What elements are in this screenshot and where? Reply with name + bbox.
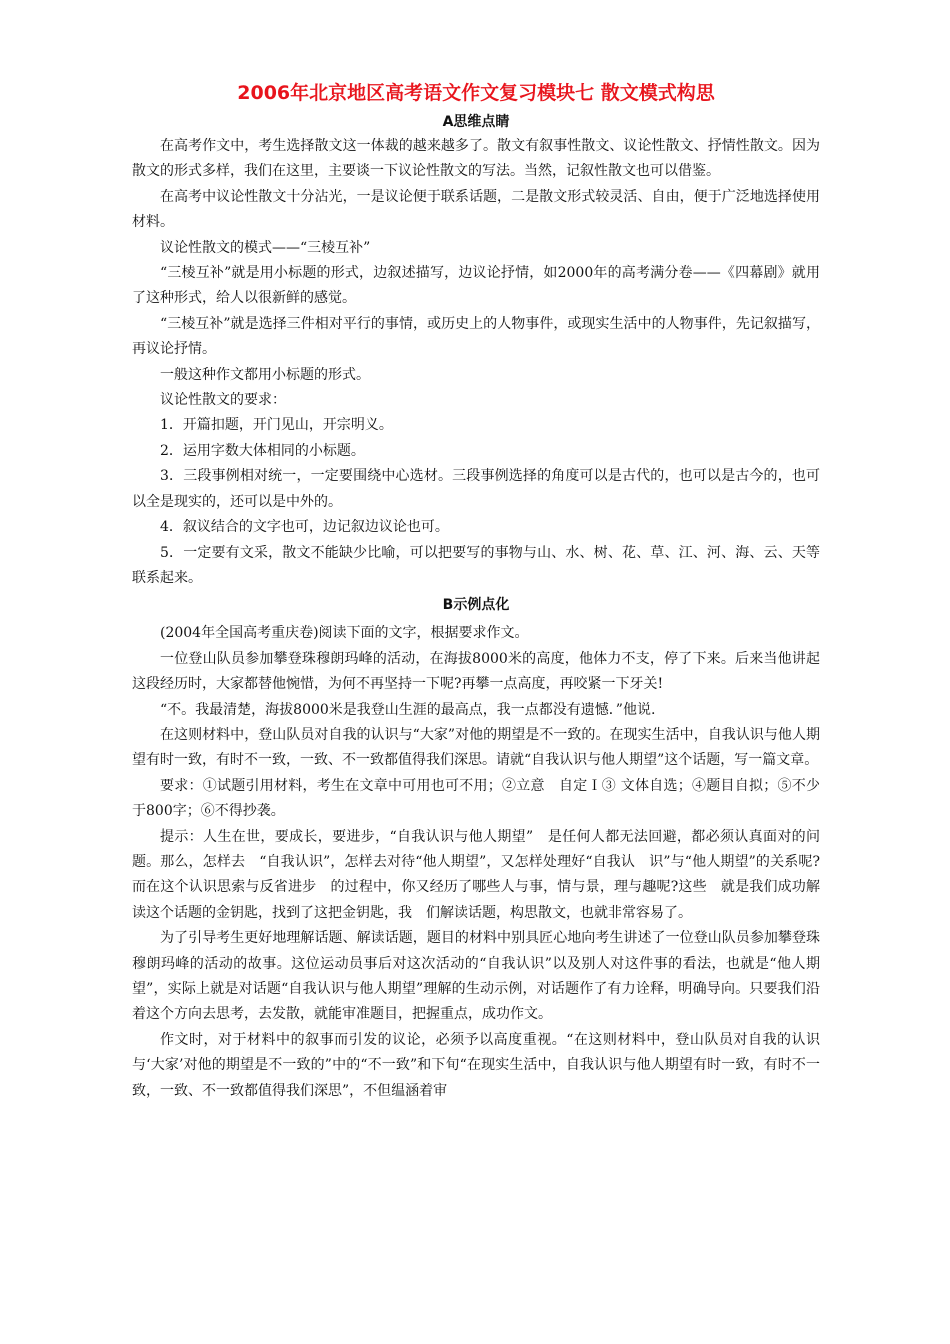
paragraph: 在高考作文中，考生选择散文这一体裁的越来越多了。散文有叙事性散文、议论性散文、抒情性散文。因为散文的形式多样，我们在这里，主要谈一下议论性散文的写法。当然，记叙性散文也可以借鉴。 [132,138,820,180]
section-a-heading: A思维点睛 [442,114,510,130]
paragraph: 一位登山队员参加攀登珠穆朗玛峰的活动，在海拔8000米的高度，他体力不支，停了下来。后来当他讲起这段经历时，大家都替他惋惜，为何不再坚持一下呢?再攀一点高度，再咬紧一下牙关! [132,650,820,693]
paragraph: 在高考中议论性散文十分沾光，一是议论便于联系话题，二是散文形式较灵活、自由，便于广泛地选择使用材料。 [132,188,820,231]
section-a-body [132,134,820,591]
paragraph: 要求：①试题引用材料，考生在文章中可用也可不用；②立意 自定Ｉ③ 文体自选；④题目自拟；⑤不少于800字；⑥不得抄袭。 [132,777,820,820]
paragraph: 作文时，对于材料中的叙事而引发的议论，必须予以高度重视。“在这则材料中，登山队员对自我的认识与‘大家’对他的期望是不一致的”中的“不一致”和下旬“在现实生活中，自我认识与他人期望有时一致，有时不一致，一致、不一致都值得我们深思”，不但缊涵着审 [132,1031,820,1099]
paragraph: 议论性散文的要求： [160,392,286,409]
list-item: 3．三段事例相对统一，一定要围绕中心选材。三段事例选择的角度可以是古代的，也可以是古今的，也可以全是现实的，还可以是中外的。 [132,468,820,510]
list-item: 2．运用字数大体相同的小标题。 [160,442,365,459]
paragraph: 为了引导考生更好地理解话题、解读话题，题目的材料中别具匠心地向考生讲述了一位登山队员参加攀登珠穆朗玛峰的活动的故事。这位运动员事后对这次活动的“自我认识”以及别人对这件事的看法，也就是“他人期望”，实际上就是对话题“自我认识与他人期望”理解的生动示例，对话题作了有力诠释，明确导向。只要我们沿着这个方向去思考，去发散，就能审准题目，把握重点，成功作文。 [132,930,820,1023]
document-title: 2006年北京地区高考语文作文复习模块七 散文模式构思 [237,82,715,104]
paragraph: 在这则材料中，登山队员对自我的认识与“大家”对他的期望是不一致的。在现实生活中，自我认识与他人期望有时一致，有时不一致，一致、不一致都值得我们深思。请就“自我认识与他人期望”这个话题，写一篇文章。 [132,726,820,769]
section-b-body [132,621,820,1104]
paragraph: “三棱互补”就是用小标题的形式，边叙述描写，边议论抒情，如2000年的高考满分卷——《四幕剧》就用了这种形式，给人以很新鲜的感觉。 [132,265,820,307]
document-page [132,78,820,1104]
paragraph: 提示：人生在世，要成长，要进步，“自我认识与他人期望” 是任何人都无法回避，都必须认真面对的问题。那么，怎样去 “自我认识”，怎样去对待“他人期望”，又怎样处理好“自我认 识”与“他人期望”的关系呢?而在这个认识思索与反省进步 的过程中，你又经历了哪些人与事，情与景，理与趣呢?这些 就是我们成功解读这个话题的金钥匙，找到了这把金钥匙，我 们解读话题，构思散文，也就非常容易了。 [132,828,820,921]
paragraph: “不。我最清楚，海拔8000米是我登山生涯的最高点，我一点都没有遗憾．”他说. [160,701,656,718]
paragraph: 一般这种作文都用小标题的形式。 [160,366,370,383]
list-item: 4．叙议结合的文字也可，边记叙边议论也可。 [160,519,449,536]
paragraph: (2004年全国高考重庆卷)阅读下面的文字，根据要求作文。 [160,625,529,642]
section-b-heading: B示例点化 [442,597,510,614]
paragraph: 议论性散文的模式——“三棱互补” [160,239,371,256]
list-item: 1．开篇扣题，开门见山，开宗明义。 [160,417,393,434]
list-item: 5．一定要有文采，散文不能缺少比喻，可以把要写的事物与山、水、树、花、草、江、河、海、云、天等联系起来。 [132,544,820,586]
paragraph: “三棱互补”就是选择三件相对平行的事情，或历史上的人物事件，或现实生活中的人物事件，先记叙描写，再议论抒情。 [132,315,820,358]
